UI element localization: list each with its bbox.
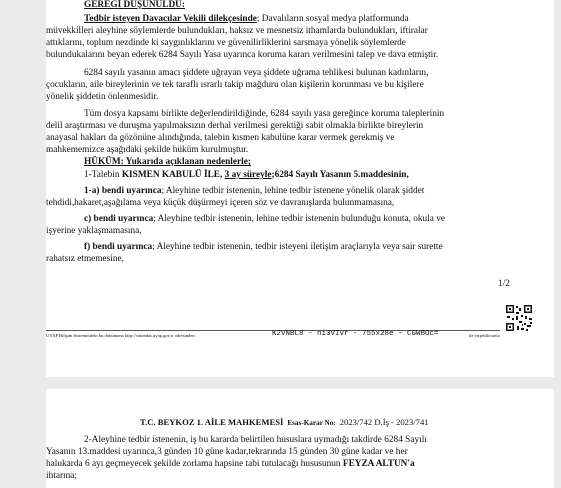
paragraph-line: yönelik şiddetin önlenmesidir. <box>46 92 159 102</box>
paragraph-line: Tüm dosya kapsamı birlikte değerlendirildiğinde, 6284 sayılı yasa gereğince koruma taleplerinin <box>84 109 445 119</box>
paragraph-line: ihtarına; <box>46 471 77 481</box>
document-page-2 <box>46 389 554 488</box>
document-page-1 <box>46 0 554 377</box>
paragraph-line: 2-Aleyhine tedbir istenenin, iş bu kararda belirtilen hususlara uymadığı takdirde 6284 Sayılı <box>84 435 427 445</box>
paragraph-line: Tedbir isteyen Davacılar Vekili dilekçesinde; Davalıların sosyal medya platformunda <box>84 14 409 24</box>
verdict-heading: HÜKÜM: Yukarıda açıklanan nedenlerle; <box>84 157 251 167</box>
paragraph-line: halukarda 6 ayı geçmeyecek şekilde zorlama hapsine tabi tutulacağı hususunun FEYZA ALTUN'a <box>46 459 415 469</box>
paragraph-line: bulundukalarını beyan ederek 6284 Sayılı Yasa uyarınca koruma kararı verilmesini talep ve dava etmiştir. <box>46 50 439 60</box>
footer-note-end: ile erişebilirsiniz <box>469 333 500 338</box>
verdict-item-1: 1-Talebin KISMEN KABULÜ İLE, 3 ay süreyle;6284 Sayılı Yasanın 5.maddesinin, <box>84 170 409 180</box>
paragraph-line: işyerine yaklaşmamasına, <box>46 226 142 236</box>
case-number-label: Esas-Karar No: <box>287 419 336 427</box>
page-number: 1/2 <box>498 279 510 289</box>
verdict-item-a: 1-a) bendi uyarınca; Aleyhine tedbir istenenin, lehine tedbir istenene yönelik olarak şiddet <box>84 186 425 196</box>
case-header <box>140 412 429 430</box>
paragraph-line: anayasal hakları da gözönüne alındığında, talebin kısmen kabulüne karar vermek gerekmiş ve <box>46 133 395 143</box>
verification-code: K2VNBL8 - ni3VIvr - 755x28e - CGWBOc= <box>272 330 439 338</box>
verdict-item-c: c) bendi uyarınca; Aleyhine tedbir istenenin, lehine tedbir istenenin bulunduğu konuta, okula ve <box>84 214 445 224</box>
verdict-item-f: f) bendi uyarınca; Aleyhine tedbir istenenin, tedbir isteyeni iletişim araçlarıyla veya sair surette <box>84 242 443 252</box>
paragraph-line: attıklarını, toplum nezdinde ki saygınlıklarını ve güvenilirliklerini sarsmaya yönelik söylemlerde <box>46 38 406 48</box>
paragraph-line: 6284 sayılı yasanın amacı şiddete uğrayan veya şiddete uğrama tehlikesi bulunan kadınların, <box>84 68 429 78</box>
paragraph-line: mahkememizce aşağıdaki şekilde hüküm kurulmuştur. <box>46 145 249 155</box>
section-heading: GEREĞİ DÜŞÜNÜLDÜ: <box>84 0 185 10</box>
footer-note: UYAP Bilişim Sistemindeki bu dokümana http://vatandas.uyap.gov.tr adresinden <box>46 333 195 338</box>
paragraph-line: müvekkilleri aleyhine söylemlerde bulundukları, haksız ve mesnetsiz ithamlarda bulundukları, iftiralar <box>46 26 428 36</box>
paragraph-line: delil araştırması ve duruşma yapılmaksızın derhal verilmesi gerektiği sabit olmakla birlikte bireylerin <box>46 121 424 131</box>
court-name: T.C. BEYKOZ 1. AİLE MAHKEMESİ <box>140 417 284 427</box>
paragraph-line: rahatsız etmemesine, <box>46 254 124 264</box>
paragraph-line: tehdidi,hakaret,aşağılama veya küçük düşürmeyi içeren söz ve davranışlarda bulunmamasına, <box>46 198 395 208</box>
qr-code-icon <box>505 304 533 332</box>
case-number: 2023/742 D.İş - 2023/741 <box>339 417 429 427</box>
paragraph-line: Yasanın 13.maddesi uyarınca,3 günden 10 güne kadar,tekrarında 15 günden 30 güne kadar ve her <box>46 447 408 457</box>
paragraph-line: çocukların, aile bireylerinin ve tek taraflı ısrarlı takip mağduru olan kişilerin korunması ve bu kişilere <box>46 80 424 90</box>
